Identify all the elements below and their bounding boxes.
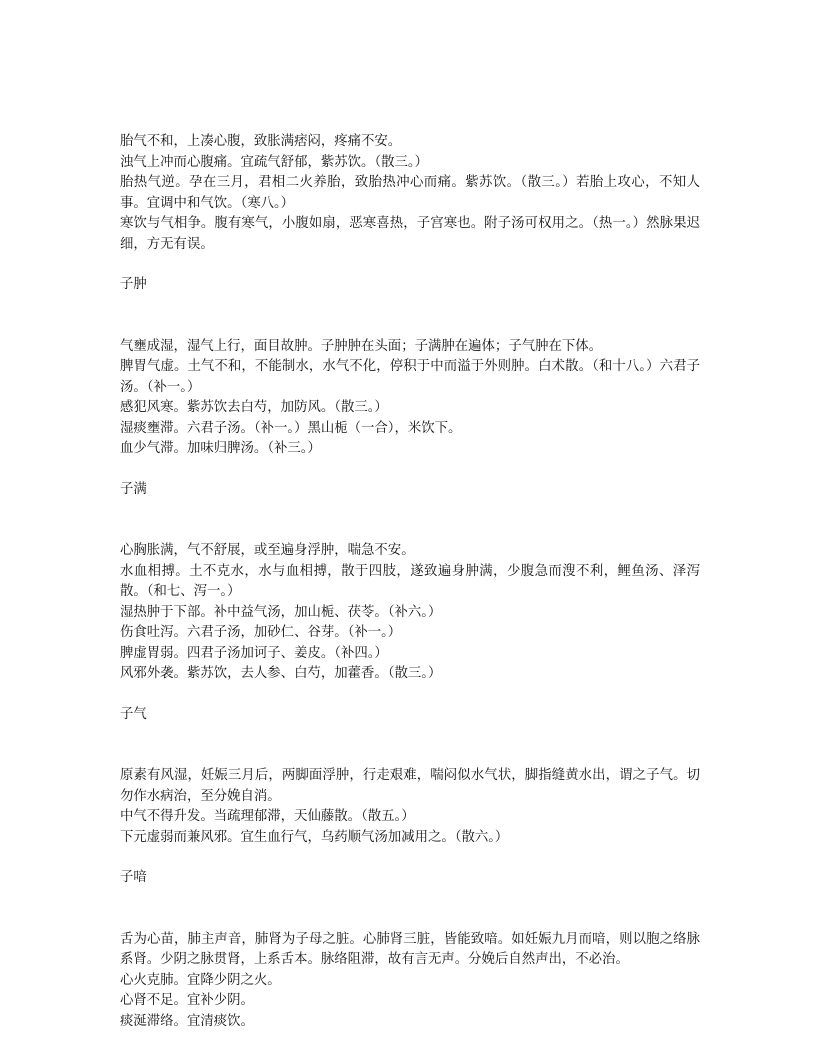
paragraph: 舌为心苗，肺主声音，肺肾为子母之脏。心肺肾三脏，皆能致喑。如妊娠九月而喑，则以胞之络脉系肾。少阴之脉贯肾，上系舌本。脉络阻滞，故有言无声。分娩后自然声出，不必治。 — [120, 931, 700, 967]
paragraph: 中气不得升发。当疏理郁滞，天仙藤散。（散五。） — [120, 809, 415, 824]
paragraph: 脾胃气虚。土气不和，不能制水，水气不化，停积于中而溢于外则肿。白术散。（和十八。）六君子汤。（补一。） — [120, 359, 700, 395]
section-ziqi — [120, 705, 700, 849]
section-ziman — [120, 480, 700, 685]
paragraph: 湿热肿于下部。补中益气汤，加山栀、茯苓。（补六。） — [120, 604, 442, 620]
paragraph: 湿痰壅滞。六君子汤。（补一。）黑山栀（一合），米饮下。 — [120, 420, 462, 436]
paragraph: 水血相搏。土不克水，水与血相搏，散于四肢，遂致遍身肿满，少腹急而溲不利，鲤鱼汤、泽泻散。（和七、泻一。） — [120, 563, 700, 599]
section-heading: 子喑 — [120, 870, 147, 885]
paragraph: 下元虚弱而兼风邪。宜生血行气，乌药顺气汤加减用之。（散六。） — [120, 829, 509, 845]
paragraph: 浊气上冲而心腹痛。宜疏气舒郁，紫苏饮。（散三。） — [120, 154, 428, 170]
section-heading: 子满 — [120, 481, 147, 497]
paragraph: 感犯风寒。紫苏饮去白芍，加防风。（散三。） — [120, 400, 388, 415]
paragraph: 气壅成湿，湿气上行，面目故肿。子肿肿在头面；子满肿在遍体；子气肿在下体。 — [120, 338, 603, 354]
paragraph: 痰涎滞络。宜清痰饮。 — [120, 1013, 254, 1029]
section-zizhong — [120, 275, 700, 460]
section-heading: 子肿 — [120, 277, 147, 292]
paragraph: 胎气不和，上凑心腹，致胀满痞闷，疼痛不安。 — [120, 134, 402, 149]
document-page — [120, 132, 700, 1032]
paragraph: 心胸胀满，气不舒展，或至遍身浮肿，喘急不安。 — [120, 543, 415, 558]
section-heading: 子气 — [120, 706, 147, 722]
section-ziyin — [120, 868, 700, 1032]
paragraph: 风邪外袭。紫苏饮，去人参、白芍，加藿香。（散三。） — [120, 666, 442, 681]
paragraph: 脾虚胃弱。四君子汤加诃子、姜皮。（补四。） — [120, 645, 388, 661]
paragraph: 血少气滞。加味归脾汤。（补三。） — [120, 441, 321, 456]
paragraph: 胎热气逆。孕在三月，君相二火养胎，致胎热冲心而痛。紫苏饮。（散三。）若胎上攻心，不知人事。宜调中和气饮。（寒八。） — [120, 175, 700, 211]
paragraph: 原素有风湿，妊娠三月后，两脚面浮肿，行走艰难，喘闷似水气状，脚指缝黄水出，谓之子气。切勿作水病治，至分娩自消。 — [120, 768, 700, 804]
paragraph: 心肾不足。宜补少阴。 — [120, 993, 254, 1008]
paragraph: 寒饮与气相争。腹有寒气，小腹如扇，恶寒喜热，子宫寒也。附子汤可权用之。（热一。）然脉果迟细，方无有误。 — [120, 216, 700, 252]
paragraph: 伤食吐泻。六君子汤，加砂仁、谷芽。（补一。） — [120, 625, 402, 640]
paragraph: 心火克肺。宜降少阴之火。 — [120, 972, 281, 988]
section-intro — [120, 132, 700, 255]
